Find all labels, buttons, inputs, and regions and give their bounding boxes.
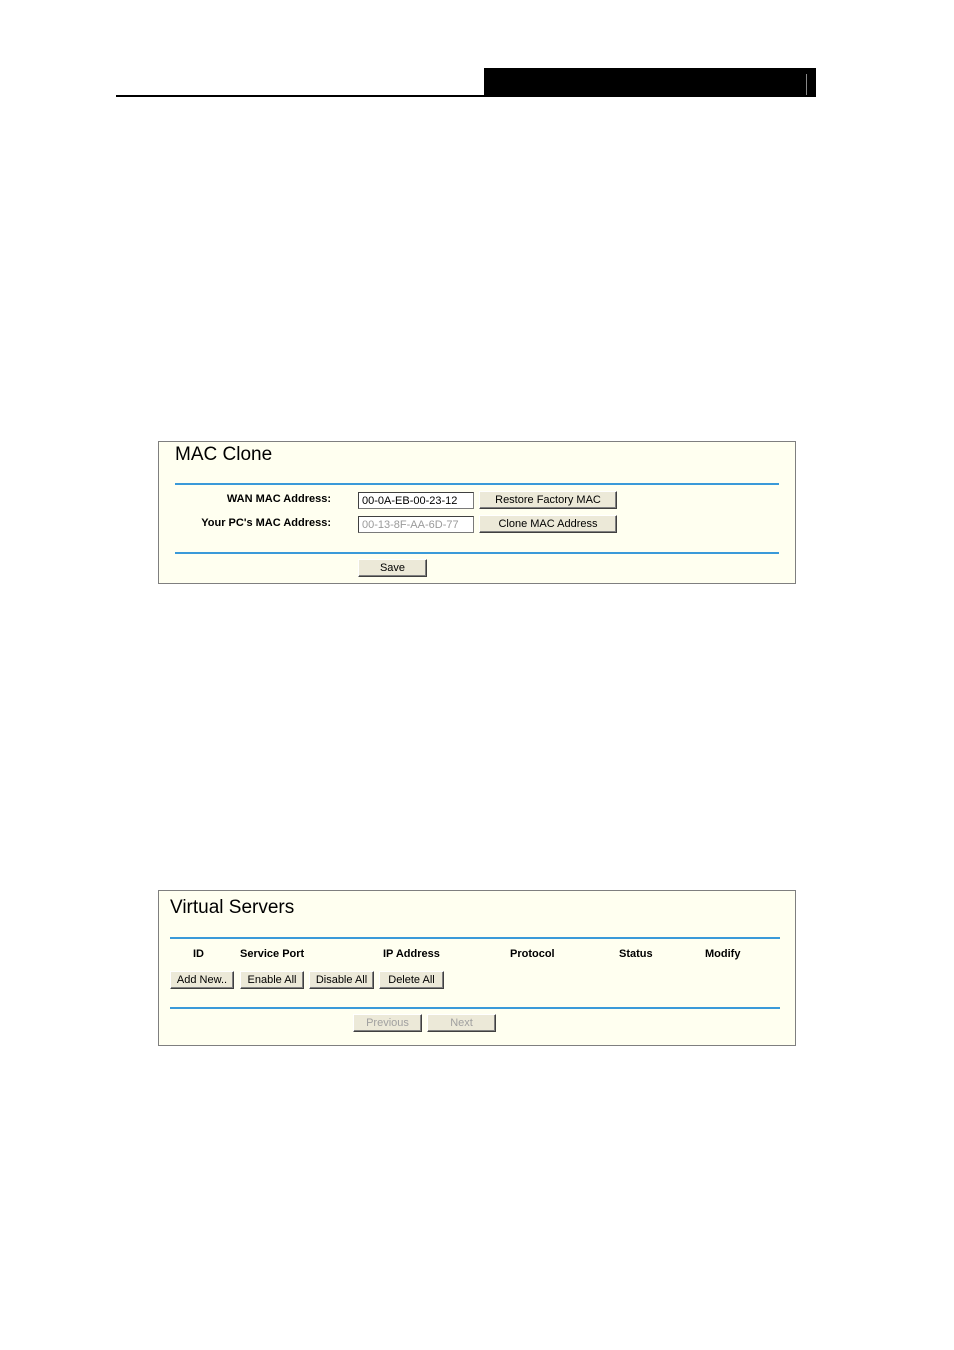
wan-mac-label: WAN MAC Address:: [226, 493, 331, 505]
mac-clone-bottom-rule: [175, 552, 779, 554]
save-button[interactable]: Save: [358, 559, 427, 577]
column-header-modify: Modify: [705, 948, 741, 960]
column-header-protocol: Protocol: [510, 948, 555, 960]
virtual-servers-bottom-rule: [170, 1007, 780, 1009]
virtual-servers-title: Virtual Servers: [170, 897, 295, 918]
next-button[interactable]: Next: [427, 1014, 496, 1032]
restore-factory-mac-button[interactable]: Restore Factory MAC: [479, 491, 617, 509]
pc-mac-input: [358, 516, 474, 533]
page-header-rule: [116, 95, 816, 97]
column-header-service-port: Service Port: [240, 948, 305, 960]
mac-clone-panel: [158, 441, 796, 584]
wan-mac-input[interactable]: [358, 492, 474, 509]
clone-mac-address-button[interactable]: Clone MAC Address: [479, 515, 617, 533]
page-header-bar: [484, 68, 816, 97]
enable-all-button[interactable]: Enable All: [240, 971, 304, 989]
mac-clone-title: MAC Clone: [175, 444, 273, 465]
column-header-ip-address: IP Address: [383, 948, 440, 960]
virtual-servers-panel: [158, 890, 796, 1046]
disable-all-button[interactable]: Disable All: [309, 971, 374, 989]
add-new-button[interactable]: Add New..: [170, 971, 234, 989]
virtual-servers-top-rule: [170, 937, 780, 939]
column-header-id: ID: [193, 948, 204, 960]
column-header-status: Status: [619, 948, 653, 960]
delete-all-button[interactable]: Delete All: [379, 971, 444, 989]
mac-clone-top-rule: [175, 483, 779, 485]
previous-button[interactable]: Previous: [353, 1014, 422, 1032]
pc-mac-label: Your PC's MAC Address:: [201, 517, 331, 529]
